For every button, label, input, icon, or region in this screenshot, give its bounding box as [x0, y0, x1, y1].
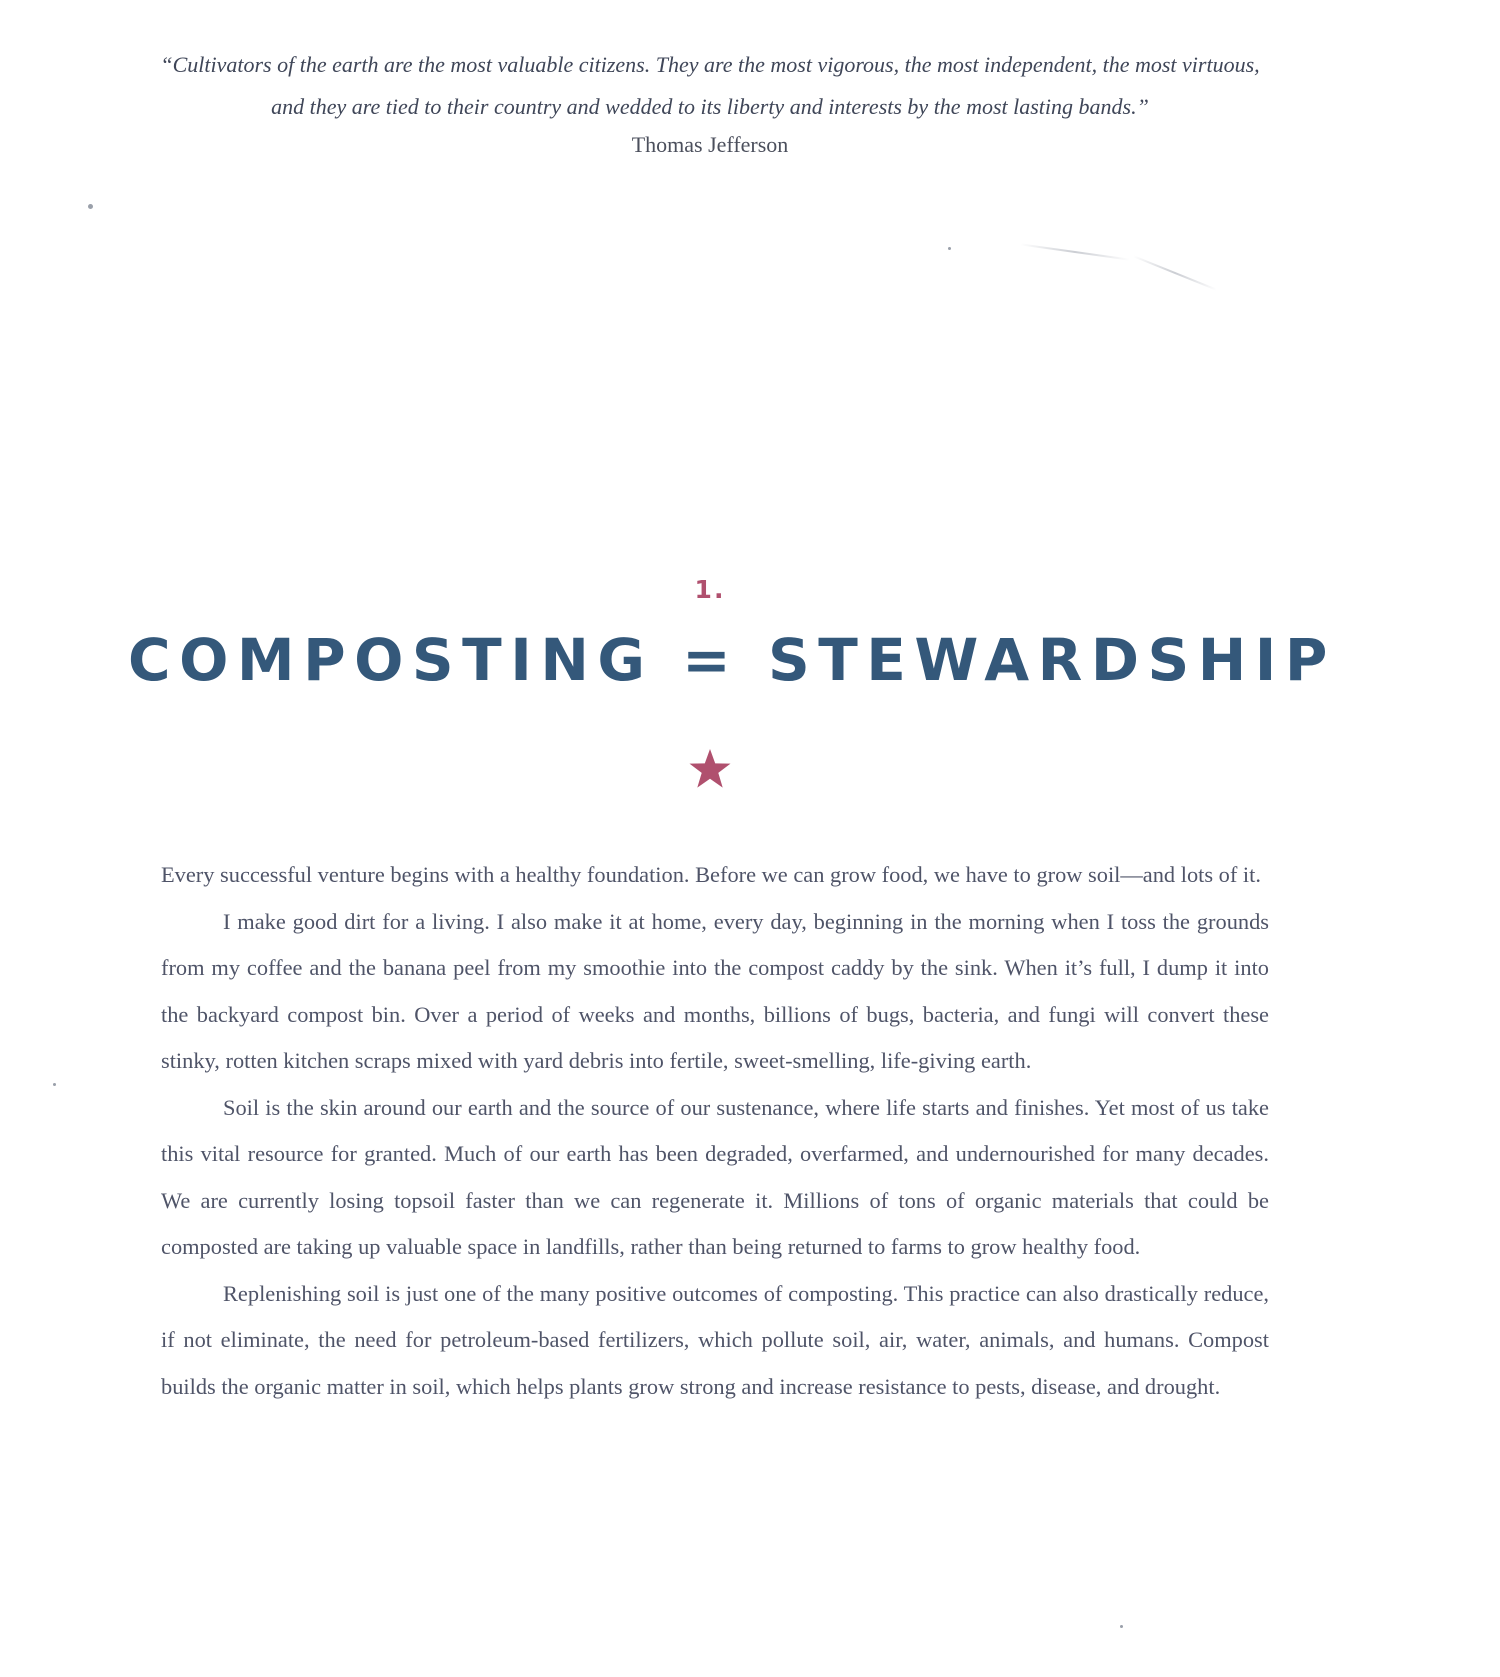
body-paragraph: Replenishing soil is just one of the many positive outcomes of composting. This practice can also drastically reduce, if not eliminate, the need for petroleum-based fertilizers, which pollute soil, air, water, animals, and humans. Compost builds the organic matter in soil, which helps plants grow strong and increase resistance to pests, disease, and drought.	[161, 1280, 1269, 1399]
scan-speck	[1120, 1625, 1123, 1628]
scan-speck	[53, 1083, 56, 1086]
scan-streak	[1020, 243, 1129, 260]
scan-speck	[948, 247, 951, 250]
body-paragraph: Every successful venture begins with a healthy foundation. Before we can grow food, we have to grow soil—and lots of it.	[161, 862, 1261, 887]
epigraph-author: Thomas Jefferson	[631, 132, 789, 157]
chapter-title: COMPOSTING = STEWARDSHIP	[128, 626, 1336, 694]
body-paragraph: Soil is the skin around our earth and the source of our sustenance, where life starts and finishes. Yet most of us take this vital resource for granted. Much of our earth has been degraded, overfarmed, and undernourished for many decades. We are currently losing topsoil faster than we can regenerate it. Millions of tons of organic materials that could be composted are taking up valuable space in landfills, rather than being returned to farms to grow healthy food.	[161, 1094, 1269, 1259]
epigraph	[150, 44, 1270, 160]
scan-streak	[1133, 255, 1217, 291]
body-paragraph: I make good dirt for a living. I also make it at home, every day, beginning in the morning when I toss the grounds from my coffee and the banana peel from my smoothie into the compost caddy by the sink. When it’s full, I dump it into the backyard compost bin. Over a period of weeks and months, billions of bugs, bacteria, and fungi will convert these stinky, rotten kitchen scraps mixed with yard debris into fertile, sweet-smelling, life-giving earth.	[161, 908, 1269, 1073]
chapter-number: 1.	[694, 575, 726, 604]
scan-speck	[88, 204, 93, 209]
star-icon	[688, 748, 732, 790]
body-text	[161, 852, 1269, 1410]
epigraph-quote: “Cultivators of the earth are the most valuable citizens. They are the most vigorous, the most independent, the most virtuous, and they are tied to their country and wedded to its liberty and interests by the most lasting bands.”	[160, 52, 1260, 119]
